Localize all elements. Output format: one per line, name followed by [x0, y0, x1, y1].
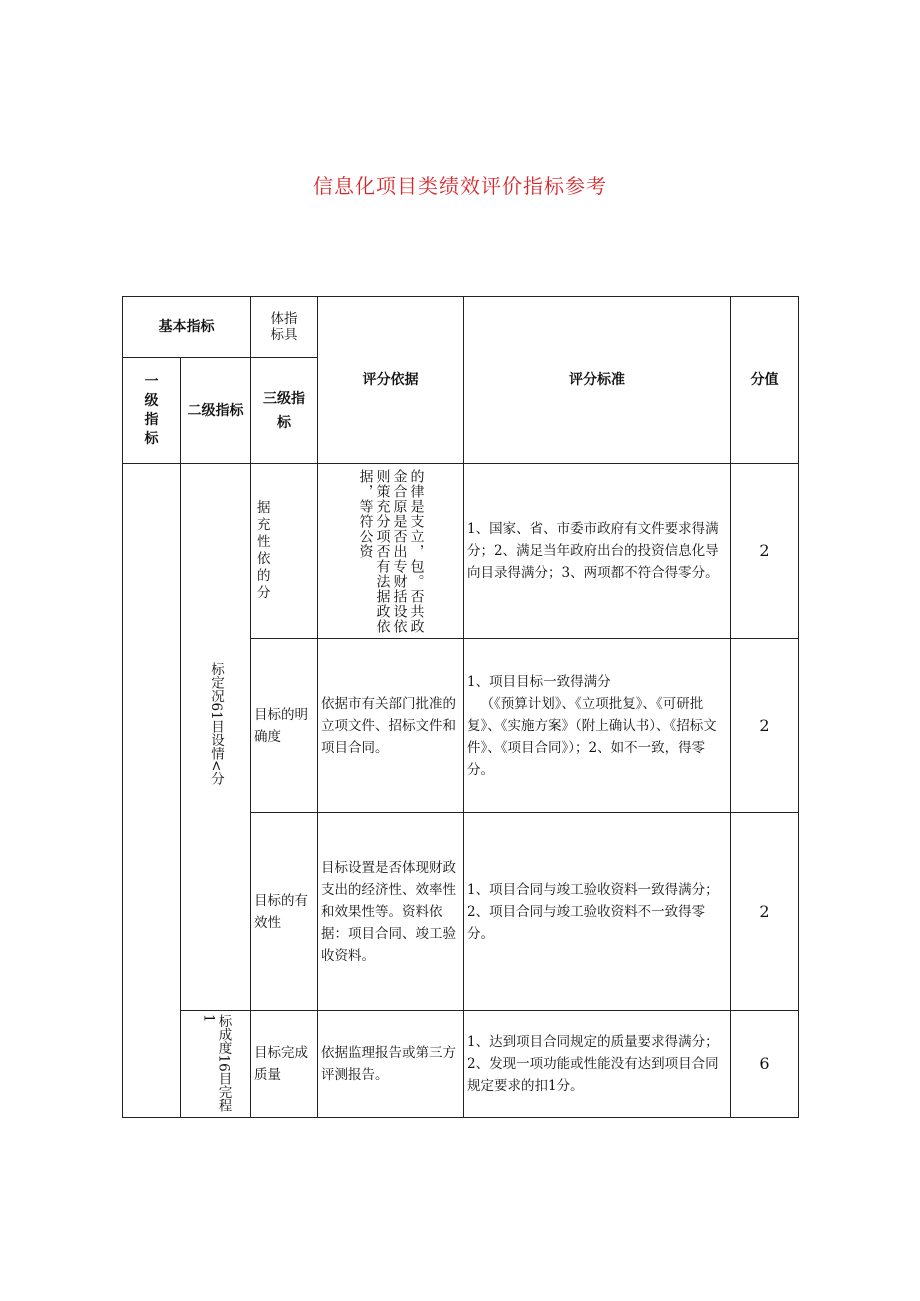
basis-cell: 目标设置是否体现财政支出的经济性、效率性和效果性等。资料依据：项目合同、竣工验收资料。 [318, 813, 464, 1011]
header-score: 分值 [731, 297, 799, 464]
header-basic-indicator: 基本指标 [123, 297, 251, 358]
page-title: 信息化项目类绩效评价指标参考 [313, 174, 607, 198]
scoring-basis-text: 的律是支立，包。否共政金合原是否出专财括设依则策充分项否有法据政依据，等符公资 [357, 468, 425, 634]
header-level2-indicator: 二级指标 [181, 358, 251, 464]
score-cell: 2 [731, 813, 799, 1011]
header-specific-indicator: 体指标具 [251, 297, 318, 358]
level2-group-target-setting [181, 464, 251, 1011]
basis-cell: 依据监理报告或第三方评测报告。 [318, 1011, 464, 1118]
level2-label: 标成度16目完程1 [200, 1014, 232, 1113]
level2-group-completion [181, 1011, 251, 1118]
criteria-line: （《预算计划》、《立项批复》、《可研批复》、《实施方案》（附上确认书）、《招标文件》、《项目合同》）；2、如不一致，得零分。 [467, 695, 717, 778]
header-level1-indicator: 一级指标 [123, 358, 181, 464]
level3-indicator-validity: 目标的有效性 [251, 813, 318, 1011]
criteria-line: 1、项目目标一致得满分 [467, 673, 611, 690]
level3-indicator-basis: 据充性依的分 [251, 464, 318, 639]
score-cell: 6 [731, 1011, 799, 1118]
header-level3-indicator: 三级指标 [251, 358, 318, 464]
evaluation-table [122, 296, 799, 1118]
score-cell: 2 [731, 639, 799, 813]
criteria-cell: 1、达到项目合同规定的质量要求得满分；2、发现一项功能或性能没有达到项目合同规定要求的扣1分。 [464, 1011, 731, 1118]
criteria-cell: 1、国家、省、市委市政府有文件要求得满分；2、满足当年政府出台的投资信息化导向目录得满分；3、两项都不符合得零分。 [464, 464, 731, 639]
header-scoring-basis: 评分依据 [318, 297, 464, 464]
criteria-cell [464, 639, 731, 813]
criteria-line: 1、项目合同与竣工验收资料一致得满分； [467, 881, 719, 898]
header-scoring-criteria: 评分标准 [464, 297, 731, 464]
criteria-line: 2、项目合同与竣工验收资料不一致得零分。 [467, 903, 706, 942]
level3-indicator-clarity: 目标的明确度 [251, 639, 318, 813]
basis-cell: 依据市有关部门批准的立项文件、招标文件和项目合同。 [318, 639, 464, 813]
basis-cell [318, 464, 464, 639]
score-cell: 2 [731, 464, 799, 639]
level2-label: 标定况61目设情<分 [208, 662, 224, 785]
level1-cell [123, 464, 181, 1118]
criteria-cell [464, 813, 731, 1011]
level3-indicator-quality: 目标完成质量 [251, 1011, 318, 1118]
